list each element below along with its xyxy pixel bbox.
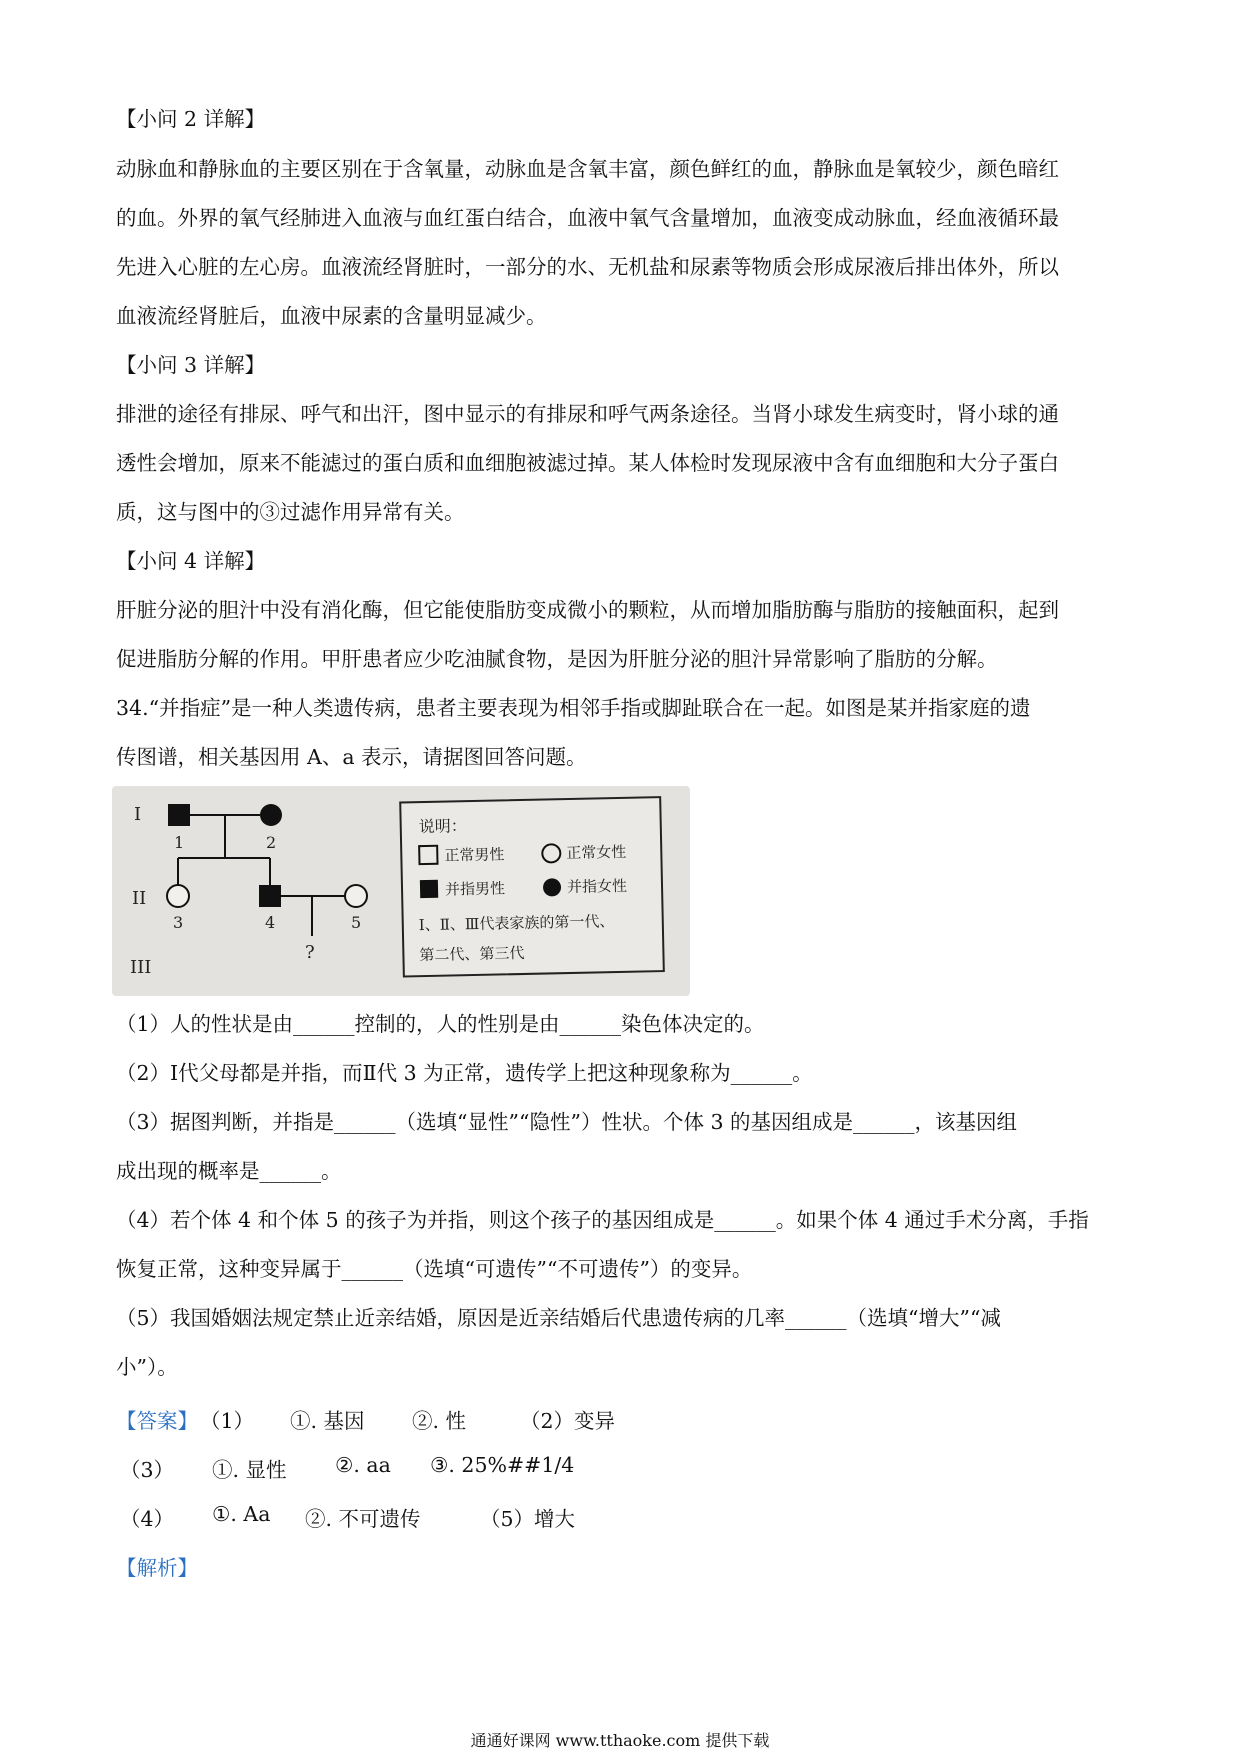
legend-title: 说明： (418, 816, 467, 837)
legend-affected-male-icon (420, 880, 438, 898)
answer-3-part-1: ①. 显性 (212, 1458, 287, 1482)
answer-4-part-1: ①. Aa (212, 1502, 271, 1526)
answer-2: （2）变异 (520, 1409, 616, 1433)
individual-4-affected-male (259, 885, 281, 907)
section-3-line-2: 透性会增加，原来不能滤过的蛋白质和血细胞被滤过掉。某人体检时发现尿液中含有血细胞和大分子蛋白 (116, 451, 1059, 475)
sub-question-4-line-2: 恢复正常，这种变异属于______（选填“可遗传”“不可遗传”）的变异。 (116, 1257, 753, 1281)
answer-4-part-2: ②. 不可遗传 (305, 1507, 421, 1531)
answer-5: （5）增大 (480, 1507, 576, 1531)
legend-affected-female: 并指女性 (566, 876, 628, 897)
individual-1-affected-male (168, 804, 190, 826)
answer-3-part-2: ②. aa (335, 1453, 391, 1477)
section-4-heading: 【小问 4 详解】 (116, 549, 266, 573)
section-2-line-2: 的血。外界的氧气经肺进入血液与血红蛋白结合，血液中氧气含量增加，血液变成动脉血，经血液循环最 (116, 206, 1059, 230)
sub-question-2: （2）Ⅰ代父母都是并指，而Ⅱ代 3 为正常，遗传学上把这种现象称为______。 (116, 1061, 813, 1085)
question-34-line-1: 34.“并指症”是一种人类遗传病，患者主要表现为相邻手指或脚趾联合在一起。如图是某并指家庭的遗 (116, 696, 1031, 720)
answer-4-number: （4） (120, 1507, 175, 1531)
individual-label-1: 1 (174, 833, 185, 852)
legend-normal-female: 正常女性 (566, 842, 627, 863)
question-34-line-2: 传图谱，相关基因用 A、a 表示，请据图回答问题。 (116, 745, 587, 769)
legend-normal-male: 正常男性 (444, 845, 505, 865)
legend-note-2: 第二代、第三代 (419, 943, 525, 965)
generation-label-3: III (130, 957, 152, 978)
section-2-line-3: 先进入心脏的左心房。血液流经肾脏时，一部分的水、无机盐和尿素等物质会形成尿液后排出体外，所以 (116, 255, 1059, 279)
section-3-line-1: 排泄的途径有排尿、呼气和出汗，图中显示的有排尿和呼气两条途径。当肾小球发生病变时，肾小球的通 (116, 402, 1059, 426)
individual-label-3: 3 (173, 913, 184, 932)
sub-question-3-line-1: （3）据图判断，并指是______（选填“显性”“隐性”）性状。个体 3 的基因组成是______，该基因组 (116, 1110, 1018, 1134)
answer-1-part-2: ②. 性 (412, 1409, 467, 1433)
answer-label: 【答案】 (116, 1409, 198, 1433)
analysis-label: 【解析】 (116, 1556, 198, 1580)
generation-label-1: I (134, 804, 142, 825)
answer-1-number: （1） (200, 1409, 255, 1433)
legend-note-1: Ⅰ、Ⅱ、Ⅲ代表家族的第一代、 (418, 912, 615, 935)
individual-label-5: 5 (351, 913, 362, 932)
legend-affected-male: 并指男性 (444, 879, 506, 899)
section-2-heading: 【小问 2 详解】 (116, 107, 266, 131)
section-2-line-4: 血液流经肾脏后，血液中尿素的含量明显减少。 (116, 304, 547, 328)
individual-label-2: 2 (266, 833, 277, 852)
answer-1-part-1: ①. 基因 (290, 1409, 365, 1433)
sub-question-3-line-2: 成出现的概率是______。 (116, 1159, 342, 1183)
sub-question-5-line-1: （5）我国婚姻法规定禁止近亲结婚，原因是近亲结婚后代患遗传病的几率______（选填“增大”“减 (116, 1306, 1001, 1330)
sub-question-1: （1）人的性状是由______控制的，人的性别是由______染色体决定的。 (116, 1012, 765, 1036)
sub-question-4-line-1: （4）若个体 4 和个体 5 的孩子为并指，则这个孩子的基因组成是______。如果个体 4 通过手术分离，手指 (116, 1208, 1089, 1232)
section-4-line-1: 肝脏分泌的胆汁中没有消化酶，但它能使脂肪变成微小的颗粒，从而增加脂肪酶与脂肪的接触面积，起到 (116, 598, 1059, 622)
individual-2-affected-female (260, 804, 282, 826)
pedigree-figure (112, 786, 690, 996)
section-3-line-3: 质，这与图中的③过滤作用异常有关。 (116, 500, 465, 524)
individual-3-normal-female (167, 885, 189, 907)
section-3-heading: 【小问 3 详解】 (116, 353, 266, 377)
generation-label-2: II (132, 888, 147, 909)
individual-label-4: 4 (265, 913, 276, 932)
page-footer: 通通好课网 www.tthaoke.com 提供下载 (470, 1731, 770, 1750)
answer-3-part-3: ③. 25%##1/4 (430, 1453, 575, 1477)
sub-question-5-line-2: 小”）。 (116, 1355, 178, 1379)
section-4-line-2: 促进脂肪分解的作用。甲肝患者应少吃油腻食物，是因为肝脏分泌的胆汁异常影响了脂肪的分解。 (116, 647, 998, 671)
section-2-line-1: 动脉血和静脉血的主要区别在于含氧量，动脉血是含氧丰富，颜色鲜红的血，静脉血是氧较少，颜色暗红 (116, 157, 1059, 181)
individual-5-normal-female (345, 885, 367, 907)
answer-3-number: （3） (120, 1458, 175, 1482)
individual-label-unknown: ? (305, 942, 315, 963)
pedigree-diagram (112, 786, 690, 996)
